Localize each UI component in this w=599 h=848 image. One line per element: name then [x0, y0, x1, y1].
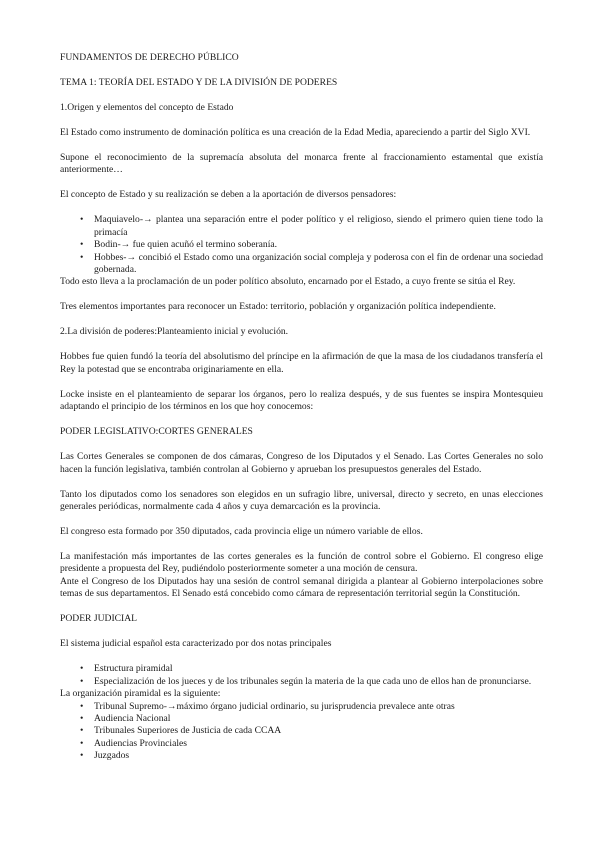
paragraph: Ante el Congreso de los Diputados hay una sesión de control semanal dirigida a plantear al Gobierno interpolaciones sobre temas de sus departamentos. El Senado está concebido como cámara de representación territorial según la Constitución. — [60, 575, 543, 600]
list-item-text: Maquiavelo-→ plantea una separación entre el poder político y el religioso, siendo el primero quien tiene todo la primacía — [94, 214, 543, 238]
list-item — [67, 252, 543, 277]
judicial-heading: PODER JUDICIAL — [60, 613, 138, 625]
bullet-icon: • — [80, 700, 84, 712]
paragraph: El concepto de Estado y su realización se deben a la aportación de diversos pensadores: — [60, 189, 397, 201]
list-item-text: Audiencia Nacional — [94, 712, 171, 724]
list-item — [67, 214, 543, 239]
section-2-heading: 2.La división de poderes:Planteamiento inicial y evolución. — [60, 326, 289, 338]
list-item-text: Audiencias Provinciales — [94, 737, 187, 749]
bullet-icon: • — [80, 239, 84, 251]
bullet-icon: • — [80, 737, 84, 749]
list-item-text: Tribunales Superiores de Justicia de cada CCAA — [94, 725, 282, 737]
list-item-text: Tribunal Supremo-→máximo órgano judicial ordinario, su jurisprudencia prevalece ante otras — [94, 700, 455, 712]
document-page — [60, 52, 543, 763]
thinkers-list — [60, 214, 543, 276]
list-item — [67, 676, 543, 688]
paragraph: Hobbes fue quien fundó la teoría del absolutismo del príncipe en la afirmación de que la masa de los ciudadanos transfería el Rey la potestad que se encontraba originariamente en ella. — [60, 351, 543, 375]
list-item — [67, 750, 543, 762]
bullet-icon: • — [80, 725, 84, 737]
bullet-icon: • — [80, 675, 84, 687]
section-1-heading: 1.Origen y elementos del concepto de Estado — [60, 102, 234, 113]
list-item-text: Bodin-→ fue quien acuñó el termino soberanía. — [94, 239, 278, 251]
paragraph: El sistema judicial español esta caracterizado por dos notas principales — [60, 638, 332, 650]
paragraph: La manifestación más importantes de las cortes generales es la función de control sobre el Gobierno. El congreso elige presidente a propuesta del Rey, pudiéndolo posteriormente someter a una moción de censura. — [60, 551, 543, 575]
bullet-icon: • — [80, 251, 84, 263]
paragraph: Tres elementos importantes para reconocer un Estado: territorio, población y organización política independiente. — [60, 301, 496, 313]
paragraph: Supone el reconocimiento de la supremacía absoluta del monarca frente al fraccionamiento estamental que existía anteriormente… — [60, 152, 543, 176]
paragraph: Locke insiste en el planteamiento de separar los órganos, pero lo realiza después, y de sus fuentes se inspira Montesquieu adaptando el principio de los términos en los que hoy conocemos: — [60, 388, 543, 413]
list-item-text: Hobbes-→ concibió el Estado como una organización social compleja y poderosa con el fin de ordenar una sociedad gobernada. — [94, 251, 543, 276]
legislativo-heading: PODER LEGISLATIVO:CORTES GENERALES — [60, 426, 253, 438]
bullet-icon: • — [80, 214, 84, 226]
tema-heading: TEMA 1: TEORÍA DEL ESTADO Y DE LA DIVISIÓN DE PODERES — [60, 77, 338, 88]
paragraph: Las Cortes Generales se componen de dos cámaras, Congreso de los Diputados y el Senado. Las Cortes Generales no solo hacen la función legislativa, también controlan al Gobierno y aprueban los presupuestos generales del Estado. — [60, 451, 543, 475]
paragraph: Todo esto lleva a la proclamación de un poder político absoluto, encarnado por el Estado, a cuyo frente se sitúa el Rey. — [60, 276, 516, 288]
list-item — [67, 701, 543, 713]
list-item — [67, 239, 543, 251]
list-item — [67, 713, 543, 725]
organizacion-list — [60, 701, 543, 763]
paragraph: El Estado como instrumento de dominación política es una creación de la Edad Media, apareciendo a partir del Siglo XVI. — [60, 127, 531, 138]
paragraph: Tanto los diputados como los senadores son elegidos en un sufragio libre, universal, directo y secreto, en unas elecciones generales periódicas, normalmente cada 4 años y cuya demarcación es la provincia. — [60, 488, 543, 513]
bullet-icon: • — [80, 750, 84, 762]
list-item-text: Juzgados — [94, 750, 130, 762]
list-item-text: Estructura piramidal — [94, 663, 173, 675]
paragraph: La organización piramidal es la siguiente: — [60, 688, 221, 700]
document-title: FUNDAMENTOS DE DERECHO PÚBLICO — [60, 52, 239, 63]
list-item — [67, 725, 543, 737]
list-item — [67, 663, 543, 675]
bullet-icon: • — [80, 663, 84, 675]
list-item-text: Especialización de los jueces y de los tribunales según la materia de la que cada uno de ellos han de pronunciarse. — [94, 675, 532, 687]
list-item — [67, 738, 543, 750]
bullet-icon: • — [80, 712, 84, 724]
notas-list — [60, 663, 543, 688]
paragraph: El congreso esta formado por 350 diputados, cada provincia elige un número variable de ellos. — [60, 526, 423, 538]
